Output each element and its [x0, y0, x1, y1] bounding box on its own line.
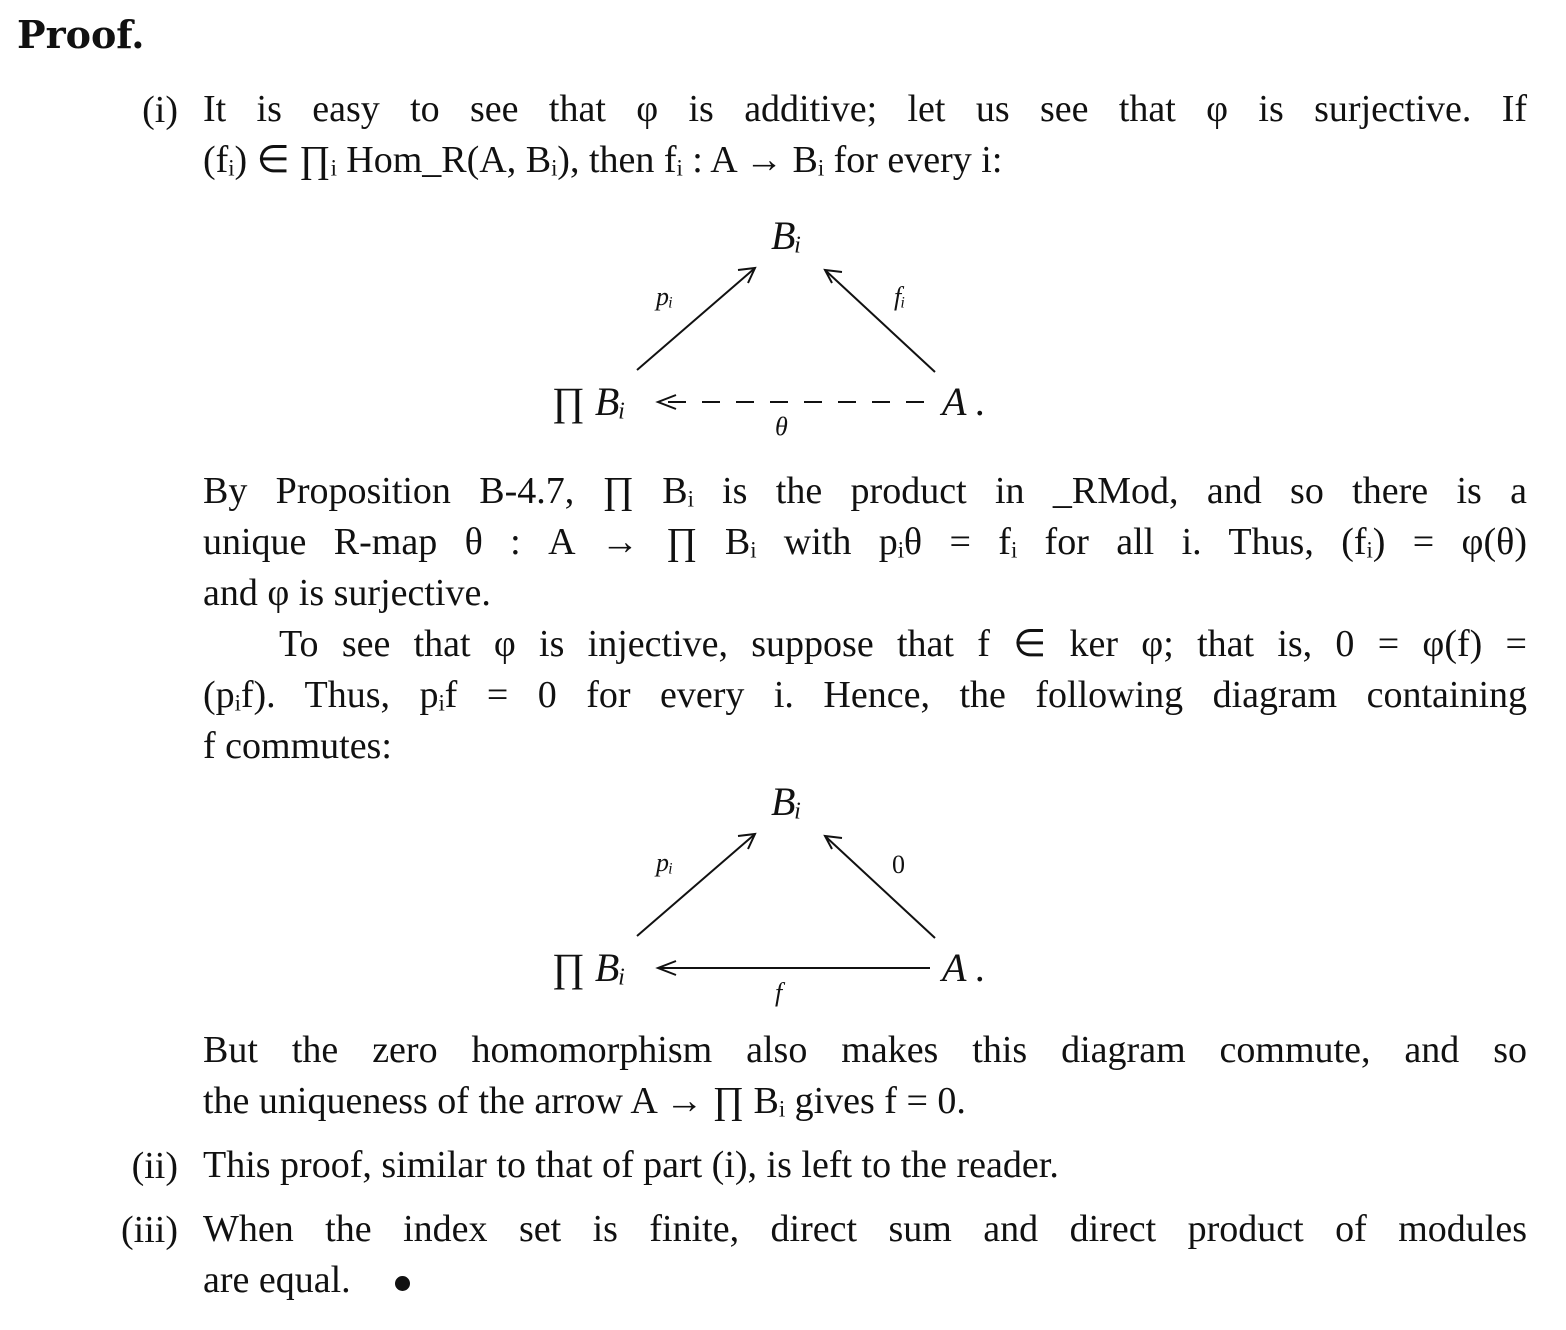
- part-iii-text: [203, 1204, 1527, 1306]
- edge-label-f: f: [775, 978, 783, 1007]
- text-line-content: are equal.: [203, 1259, 351, 1301]
- part-i-injective-paragraph: [203, 619, 1527, 772]
- text-line: This proof, similar to that of part (i), is left to the reader.: [203, 1144, 1059, 1186]
- text-line: unique R-map θ : A → ∏ Bᵢ with pᵢθ = fᵢ for all i. Thus, (fᵢ) = φ(θ): [203, 521, 1527, 563]
- proof-heading: Proof.: [17, 12, 145, 57]
- text-line: (fᵢ) ∈ ∏ᵢ Hom_R(A, Bᵢ), then fᵢ : A → Bᵢ for every i:: [203, 139, 1003, 181]
- node-B-i: Bᵢ: [771, 213, 802, 258]
- item-label-ii: (ii): [131, 1145, 178, 1187]
- end-of-proof-bullet: [395, 1276, 410, 1291]
- edge-label-zero: 0: [892, 850, 905, 879]
- text-line: [203, 1255, 1527, 1306]
- part-ii-text: [203, 1140, 1527, 1191]
- text-line: To see that φ is injective, suppose that f ∈ ker φ; that is, 0 = φ(f) =: [279, 623, 1527, 665]
- node-B-i: Bᵢ: [771, 779, 802, 824]
- text-line: But the zero homomorphism also makes this diagram commute, and so: [203, 1029, 1527, 1071]
- commutative-diagram-theta: [540, 210, 1010, 440]
- text-line: When the index set is finite, direct sum and direct product of modules: [203, 1208, 1527, 1250]
- text-line: and φ is surjective.: [203, 572, 491, 614]
- part-i-zero-paragraph: [203, 1025, 1527, 1127]
- edge-label-theta: θ: [775, 412, 788, 441]
- node-product-B-i: ∏ Bᵢ: [552, 945, 626, 990]
- edge-label-p-i: pᵢ: [656, 848, 674, 877]
- text-line: By Proposition B-4.7, ∏ Bᵢ is the product in _RMod, and so there is a: [203, 470, 1527, 512]
- edge-label-f-i: fᵢ: [894, 282, 906, 311]
- commutative-diagram-f: [540, 776, 1010, 1006]
- part-i-intro: [203, 84, 1527, 186]
- node-A: A .: [942, 945, 986, 990]
- node-A: A .: [942, 379, 986, 424]
- item-label-i: (i): [142, 89, 178, 131]
- text-line: It is easy to see that φ is additive; let us see that φ is surjective. If: [203, 88, 1527, 130]
- text-line: f commutes:: [203, 725, 392, 767]
- text-line: the uniqueness of the arrow A → ∏ Bᵢ gives f = 0.: [203, 1080, 966, 1122]
- text-line: (pᵢf). Thus, pᵢf = 0 for every i. Hence, the following diagram containing: [203, 674, 1527, 716]
- edge-label-p-i: pᵢ: [656, 282, 674, 311]
- node-product-B-i: ∏ Bᵢ: [552, 379, 626, 424]
- item-label-iii: (iii): [121, 1209, 178, 1251]
- part-i-product-paragraph: [203, 466, 1527, 619]
